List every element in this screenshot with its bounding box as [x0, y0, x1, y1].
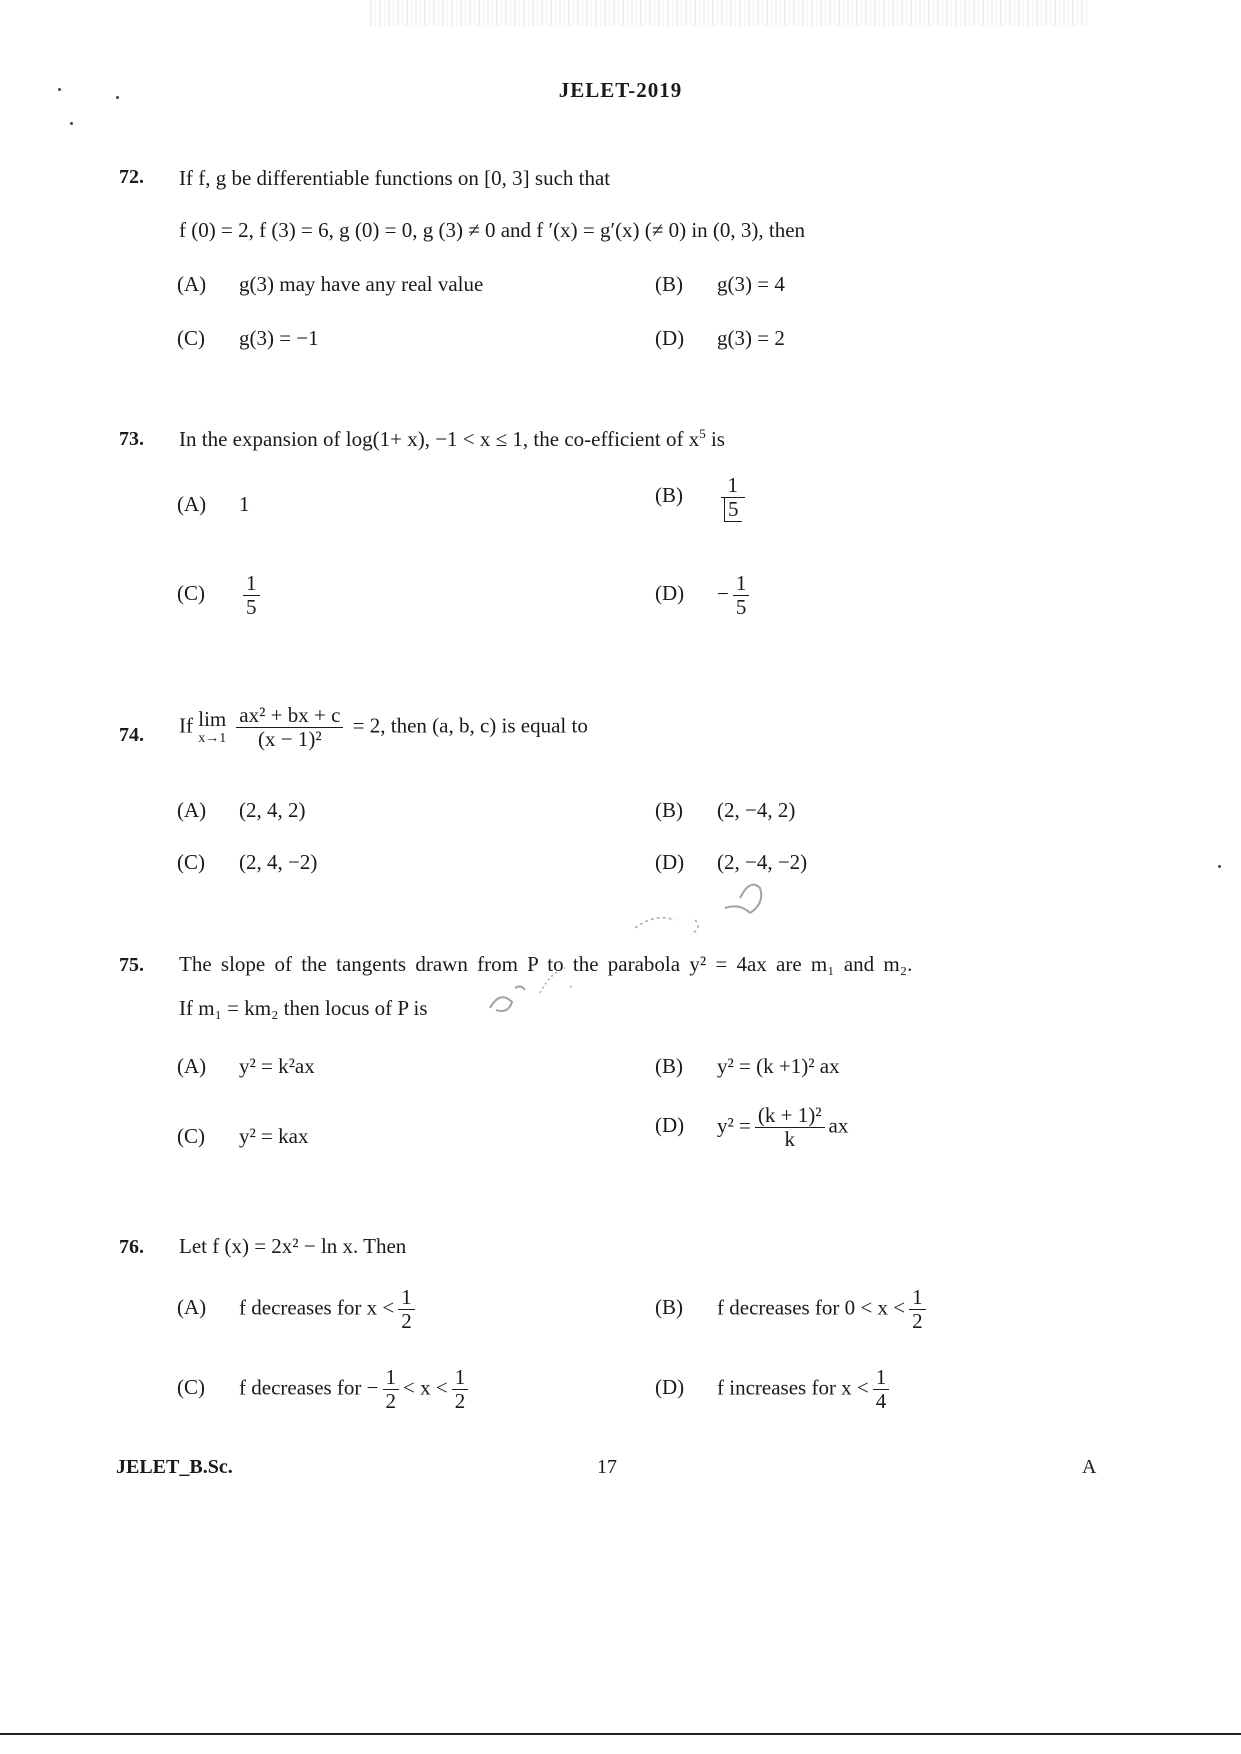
fraction-numerator: 1 — [385, 1365, 397, 1389]
fraction-numerator: (k + 1)² — [757, 1103, 822, 1127]
option-text: (2, 4, −2) — [239, 850, 318, 874]
option-d[interactable] — [655, 1104, 848, 1151]
limit-subscript: x→1 — [198, 731, 227, 747]
question-stem: Let f (x) = 2x² − ln x. Then — [179, 1234, 407, 1258]
fraction — [873, 1366, 890, 1413]
stem-text-end: = 2, then (a, b, c) is equal to — [352, 713, 588, 738]
option-text: f decreases for − — [239, 1375, 379, 1400]
stem-exponent: 5 — [699, 426, 706, 441]
option-text: g(3) = 4 — [717, 272, 785, 296]
fraction-numerator: 1 — [401, 1285, 412, 1309]
factorial-symbol: 5 — [724, 497, 742, 522]
option-c[interactable] — [177, 572, 264, 619]
scan-noise — [370, 0, 1090, 26]
question-stem — [179, 426, 725, 452]
question-stem-line2: If m₁ = km₂ then locus of P is — [179, 996, 428, 1020]
option-label: (B) — [655, 1054, 683, 1078]
fraction-denominator: 2 — [398, 1309, 415, 1333]
option-a[interactable] — [177, 798, 306, 823]
page-number: 17 — [597, 1456, 617, 1478]
option-text: f increases for x < — [717, 1375, 869, 1400]
option-label: (B) — [655, 272, 683, 296]
footer-exam-code: JELET_B.Sc. — [116, 1456, 233, 1478]
fraction-denominator: (x − 1)² — [236, 727, 343, 751]
option-label: (C) — [177, 850, 205, 874]
fraction-numerator: 1 — [727, 473, 738, 497]
option-text: g(3) may have any real value — [239, 272, 484, 296]
page-header: JELET-2019 — [558, 78, 683, 102]
limit-word: lim — [198, 707, 227, 732]
option-text: y² = k²ax — [239, 1054, 315, 1078]
option-b[interactable] — [655, 272, 785, 297]
fraction-numerator: 1 — [454, 1365, 466, 1389]
option-text: f decreases for x < — [239, 1295, 395, 1320]
option-label: (B) — [655, 1295, 683, 1320]
fraction-denominator: 2 — [909, 1309, 926, 1333]
question-stem-line1: The slope of the tangents drawn from P to the parabola y² = 4ax are m₁ and m₂. — [179, 952, 913, 976]
fraction-numerator: 1 — [912, 1285, 923, 1309]
scan-speck — [70, 122, 73, 125]
option-label: (D) — [655, 1375, 685, 1400]
fraction-numerator: 1 — [246, 571, 257, 595]
option-label: (C) — [177, 326, 205, 350]
question-number: 73. — [119, 428, 144, 450]
question-stem — [179, 704, 588, 751]
option-c[interactable] — [177, 326, 319, 351]
option-label: (A) — [177, 492, 207, 516]
option-b[interactable] — [655, 474, 749, 521]
fraction-denominator: 5 — [733, 595, 750, 619]
limit-operator — [198, 708, 226, 746]
option-label: (A) — [177, 1295, 207, 1320]
option-text: f decreases for 0 < x < — [717, 1295, 906, 1320]
fraction-numerator: ax² + bx + c — [239, 703, 341, 727]
option-a[interactable] — [177, 272, 483, 297]
option-a[interactable] — [177, 492, 250, 517]
option-c[interactable] — [177, 850, 317, 875]
fraction-denominator: 4 — [873, 1389, 890, 1413]
fraction-denominator — [721, 497, 745, 521]
option-label: (A) — [177, 1054, 207, 1078]
option-label: (D) — [655, 1113, 685, 1138]
option-label: (A) — [177, 798, 207, 822]
stem-text: In the expansion of log(1+ x), −1 < x ≤ 1, the co-efficient of x — [179, 427, 700, 451]
option-label: (C) — [177, 1124, 205, 1148]
fraction-denominator: 5 — [243, 595, 260, 619]
question-number: 72. — [119, 166, 144, 188]
option-label: (B) — [655, 798, 683, 822]
fraction-denominator: k — [755, 1127, 825, 1151]
fraction — [909, 1286, 926, 1333]
option-c[interactable] — [177, 1124, 308, 1149]
fraction — [452, 1366, 469, 1413]
question-stem-line2: f (0) = 2, f (3) = 6, g (0) = 0, g (3) ≠ 0 and f ′(x) = g′(x) (≠ 0) in (0, 3), then — [179, 218, 806, 242]
option-text: g(3) = −1 — [239, 326, 319, 350]
option-text: (2, −4, 2) — [717, 798, 796, 822]
question-stem-line1: If f, g be differentiable functions on [0, 3] such that — [179, 166, 611, 190]
question-number: 74. — [119, 724, 144, 746]
fraction-numerator: 1 — [735, 571, 747, 595]
question-number: 76. — [119, 1236, 144, 1258]
question-set: A — [1082, 1456, 1097, 1478]
option-d[interactable] — [655, 326, 785, 351]
option-d[interactable] — [655, 1366, 893, 1413]
fraction-numerator: 1 — [875, 1365, 887, 1389]
option-c[interactable] — [177, 1366, 472, 1413]
fraction — [398, 1286, 415, 1333]
question-number: 75. — [119, 954, 144, 976]
option-text: y² = (k +1)² ax — [717, 1054, 840, 1078]
option-b[interactable] — [655, 1286, 930, 1333]
scan-speck — [1218, 865, 1221, 868]
option-d[interactable] — [655, 850, 807, 875]
option-a[interactable] — [177, 1286, 419, 1333]
option-text: 1 — [239, 492, 250, 516]
option-label: (B) — [655, 483, 683, 508]
option-a[interactable] — [177, 1054, 315, 1079]
option-sign: − — [717, 581, 729, 606]
option-label: (D) — [655, 326, 685, 350]
option-b[interactable] — [655, 798, 795, 823]
fraction — [236, 704, 343, 751]
fraction — [721, 474, 745, 521]
option-text: (2, −4, −2) — [717, 850, 808, 874]
fraction — [383, 1366, 400, 1413]
option-label: (C) — [177, 581, 205, 606]
fraction-denominator: 2 — [452, 1389, 469, 1413]
option-text-mid: < x < — [403, 1375, 448, 1400]
option-label: (A) — [177, 272, 207, 296]
option-label: (D) — [655, 581, 685, 606]
option-text: y² = kax — [239, 1124, 309, 1148]
option-label: (D) — [655, 850, 685, 874]
stamp-smudge — [485, 868, 845, 1018]
stem-if: If — [179, 713, 193, 738]
option-text: (2, 4, 2) — [239, 798, 306, 822]
option-text: g(3) = 2 — [717, 326, 785, 350]
option-label: (C) — [177, 1375, 205, 1400]
fraction-denominator: 2 — [383, 1389, 400, 1413]
fraction — [733, 572, 750, 619]
option-b[interactable] — [655, 1054, 840, 1079]
option-text-post: ax — [828, 1113, 849, 1138]
option-text-pre: y² = — [717, 1113, 751, 1138]
fraction — [243, 572, 260, 619]
stem-text-end: is — [705, 427, 725, 451]
fraction — [755, 1104, 825, 1151]
option-d[interactable] — [655, 572, 753, 619]
bottom-rule — [0, 1733, 1241, 1735]
